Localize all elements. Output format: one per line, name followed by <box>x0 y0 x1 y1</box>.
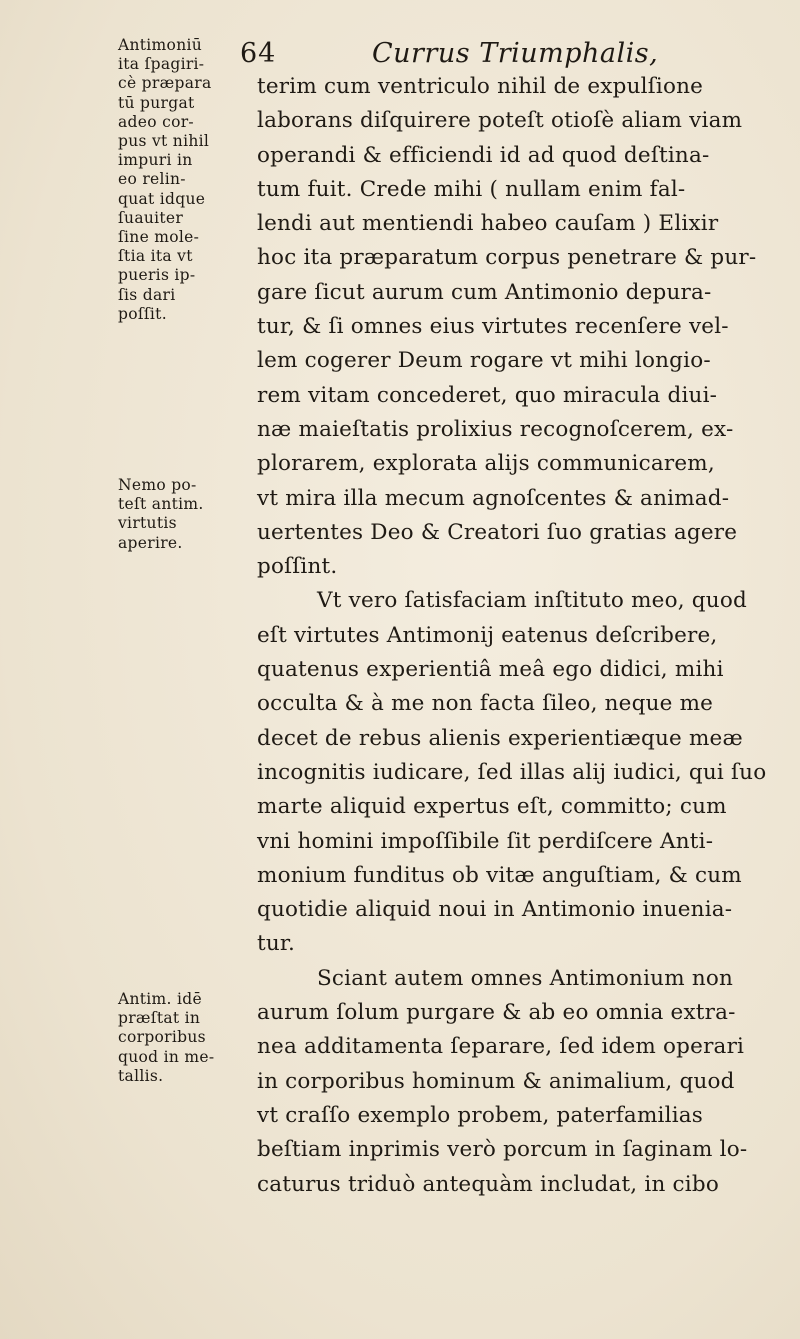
text-line: poſſint. <box>257 554 338 580</box>
text-line: marte aliquid expertus eſt, committo; cum <box>257 794 727 820</box>
text-line: beſtiam inprimis verò porcum in ſaginam lo- <box>257 1137 748 1163</box>
margin-note: Nemo po- teſt antim. virtutis aperire. <box>118 476 204 552</box>
text-line: tum fuit. Crede mihi ( nullam enim fal- <box>257 176 686 202</box>
margin-note: Antim. idē præſtat in corporibus quod in me- tallis. <box>118 990 215 1085</box>
text-line: Vt vero ſatisfaciam inſtituto meo, quod <box>317 588 747 614</box>
text-line: aurum ſolum purgare & ab eo omnia extra- <box>257 1000 736 1026</box>
running-head: Currus Triumphalis, <box>372 38 659 69</box>
text-line: decet de rebus alienis experientiæque meæ <box>257 725 743 751</box>
text-line: caturus triduò antequàm includat, in cibo <box>257 1171 719 1197</box>
text-line: eſt virtutes Antimonij eatenus deſcribere, <box>257 622 718 648</box>
margin-note: Antimoniū ita ſpagiri- cè præpara tū purgat adeo cor- pus vt nihil impuri in eo relin- quat idque ſuauiter ſine mole- ſtia ita vt pueris ip- ſis dari poſſit. <box>118 36 212 323</box>
text-line: lem cogerer Deum rogare vt mihi longio- <box>257 348 711 374</box>
text-line: operandi & efficiendi id ad quod deſtina- <box>257 142 710 168</box>
text-line: nea additamenta ſeparare, ſed idem operari <box>257 1034 745 1060</box>
text-line: vni homini impoſſibile ſit perdiſcere Anti- <box>257 828 714 854</box>
text-line: tur, & ſi omnes eius virtutes recenſere vel- <box>257 314 729 340</box>
page-number: 64 <box>240 38 277 69</box>
text-line: occulta & à me non facta ſileo, neque me <box>257 691 714 717</box>
text-line: vt craſſo exemplo probem, paterfamilias <box>257 1102 704 1128</box>
text-line: lendi aut mentiendi habeo cauſam ) Elixir <box>257 211 719 237</box>
text-line: tur. <box>257 931 296 957</box>
text-line: incognitis iudicare, ſed illas alij iudici, qui ſuo <box>257 759 767 785</box>
text-line: plorarem, explorata alijs communicarem, <box>257 451 715 477</box>
text-line: hoc ita præparatum corpus penetrare & pur- <box>257 245 757 271</box>
text-line: in corporibus hominum & animalium, quod <box>257 1068 735 1094</box>
text-line: quotidie aliquid noui in Antimonio inuenia- <box>257 897 733 923</box>
main-text <box>257 70 797 1202</box>
text-line: rem vitam concederet, quo miracula diui- <box>257 382 718 408</box>
text-line: næ maieſtatis prolixius recognoſcerem, ex- <box>257 416 734 442</box>
text-line: gare ſicut aurum cum Antimonio depura- <box>257 279 712 305</box>
text-line: quatenus experientiâ meâ ego didici, mihi <box>257 657 724 683</box>
text-line: monium funditus ob vitæ anguſtiam, & cum <box>257 862 742 888</box>
text-line: vt mira illa mecum agnoſcentes & animad- <box>257 485 730 511</box>
text-line: Sciant autem omnes Antimonium non <box>317 965 734 991</box>
text-line: uertentes Deo & Creatori ſuo gratias agere <box>257 519 738 545</box>
text-line: laborans diſquirere poteſt otioſè aliam viam <box>257 108 743 134</box>
text-line: terim cum ventriculo nihil de expulſione <box>257 74 704 99</box>
